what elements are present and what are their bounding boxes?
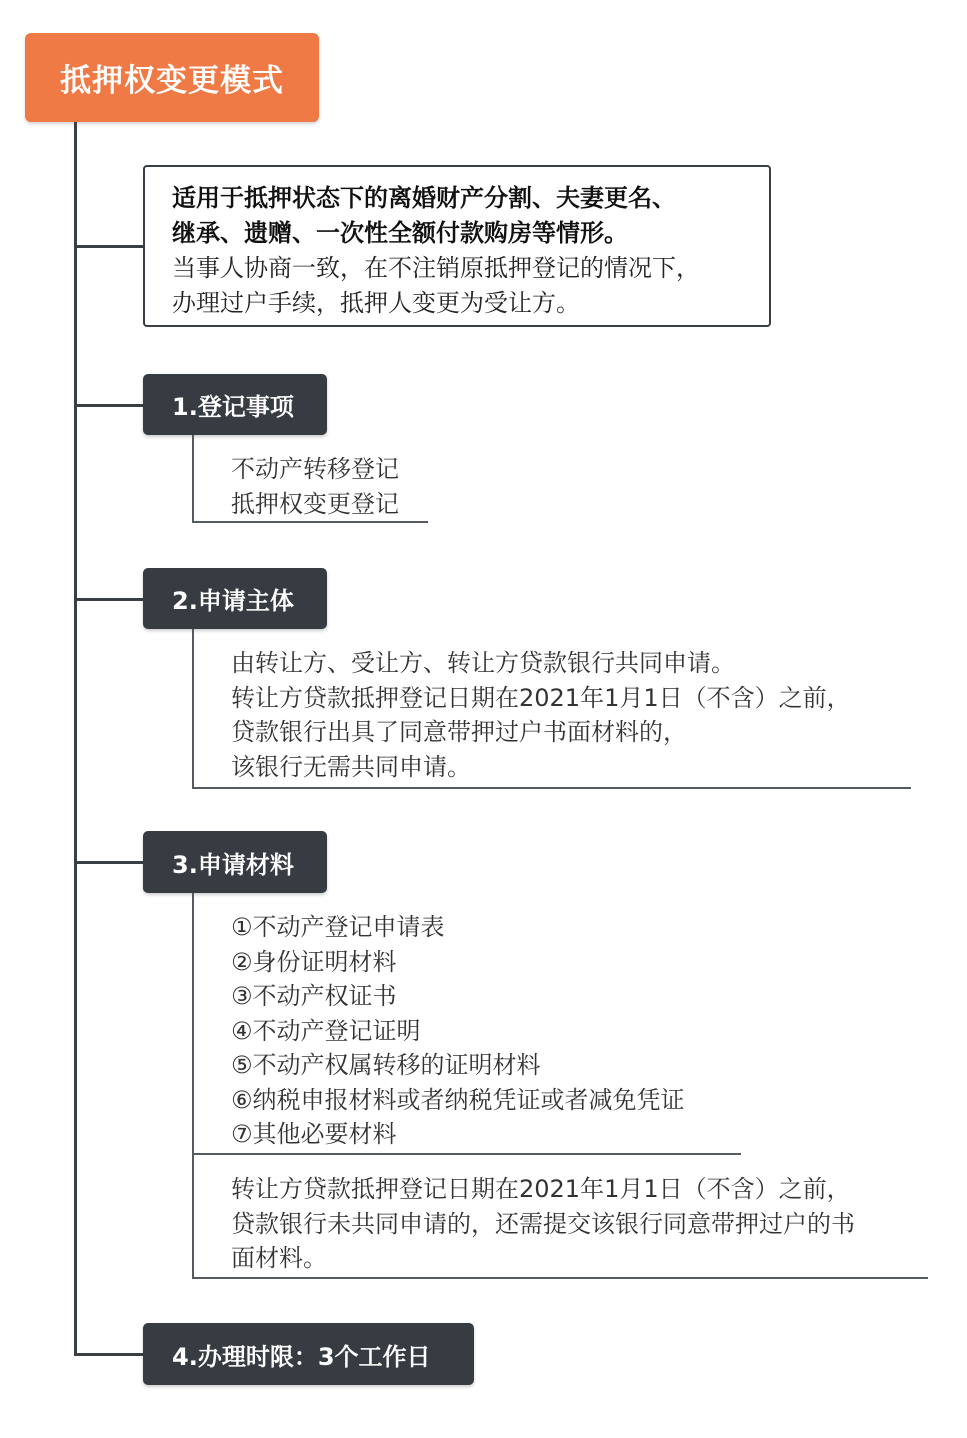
material-item: ⑦其他必要材料 <box>231 1120 397 1148</box>
intro-bold-line: 继承、遗赠、一次性全额付款购房等情形。 <box>172 219 628 247</box>
content-line: 贷款银行出具了同意带押过户书面材料的， <box>231 718 687 746</box>
material-item: ②身份证明材料 <box>231 947 397 976</box>
section-2-node <box>143 568 327 629</box>
material-item: ③不动产权证书 <box>231 982 397 1010</box>
material-item: ①不动产登记申请表 <box>231 913 445 941</box>
section-3-node <box>143 831 327 893</box>
section-2-connector <box>74 598 143 601</box>
content-line: 转让方贷款抵押登记日期在2021年1月1日（不含）之前， <box>231 683 851 712</box>
section-3-materials-list <box>231 910 685 1152</box>
section-2-title: 2.申请主体 <box>172 587 294 615</box>
section-4-node <box>143 1323 474 1385</box>
main-connector-line <box>74 122 77 1355</box>
section-4-connector <box>74 1353 143 1356</box>
section-1-connector <box>74 404 143 407</box>
intro-line: 办理过户手续，抵押人变更为受让方。 <box>172 289 580 317</box>
intro-box <box>143 165 771 327</box>
material-item: ⑥纳税申报材料或者纳税凭证或者减免凭证 <box>231 1085 685 1114</box>
section-4-title: 4.办理时限：3个工作日 <box>172 1342 431 1371</box>
section-2-content <box>231 646 851 784</box>
section-3-title: 3.申请材料 <box>172 850 294 879</box>
section-3-underline-1 <box>192 1153 741 1155</box>
material-item: ④不动产登记证明 <box>231 1016 421 1045</box>
material-item: ⑤不动产权属转移的证明材料 <box>231 1051 541 1079</box>
content-line: 面材料。 <box>231 1244 327 1272</box>
section-1-node <box>143 374 327 435</box>
content-line: 不动产转移登记 <box>231 455 399 483</box>
section-3-connector <box>74 861 143 864</box>
content-line: 由转让方、受让方、转让方贷款银行共同申请。 <box>231 649 735 677</box>
content-line: 该银行无需共同申请。 <box>231 752 471 781</box>
section-3-note <box>231 1172 855 1276</box>
section-3-branch-line <box>192 893 194 1278</box>
section-2-underline <box>192 787 911 789</box>
content-line: 抵押权变更登记 <box>231 489 399 518</box>
content-line: 贷款银行未共同申请的，还需提交该银行同意带押过户的书 <box>231 1209 855 1238</box>
section-3-underline-2 <box>192 1277 928 1279</box>
content-line: 转让方贷款抵押登记日期在2021年1月1日（不含）之前， <box>231 1175 851 1203</box>
section-1-title: 1.登记事项 <box>172 393 294 421</box>
section-1-underline <box>192 521 428 523</box>
root-title: 抵押权变更模式 <box>60 63 284 99</box>
intro-bold-line: 适用于抵押状态下的离婚财产分割、夫妻更名、 <box>172 184 676 212</box>
root-topic <box>25 33 319 122</box>
section-1-content <box>231 452 399 521</box>
section-2-branch-line <box>192 629 194 789</box>
intro-connector <box>74 245 143 248</box>
intro-line: 当事人协商一致，在不注销原抵押登记的情况下， <box>172 254 700 282</box>
section-1-branch-line <box>192 435 194 523</box>
